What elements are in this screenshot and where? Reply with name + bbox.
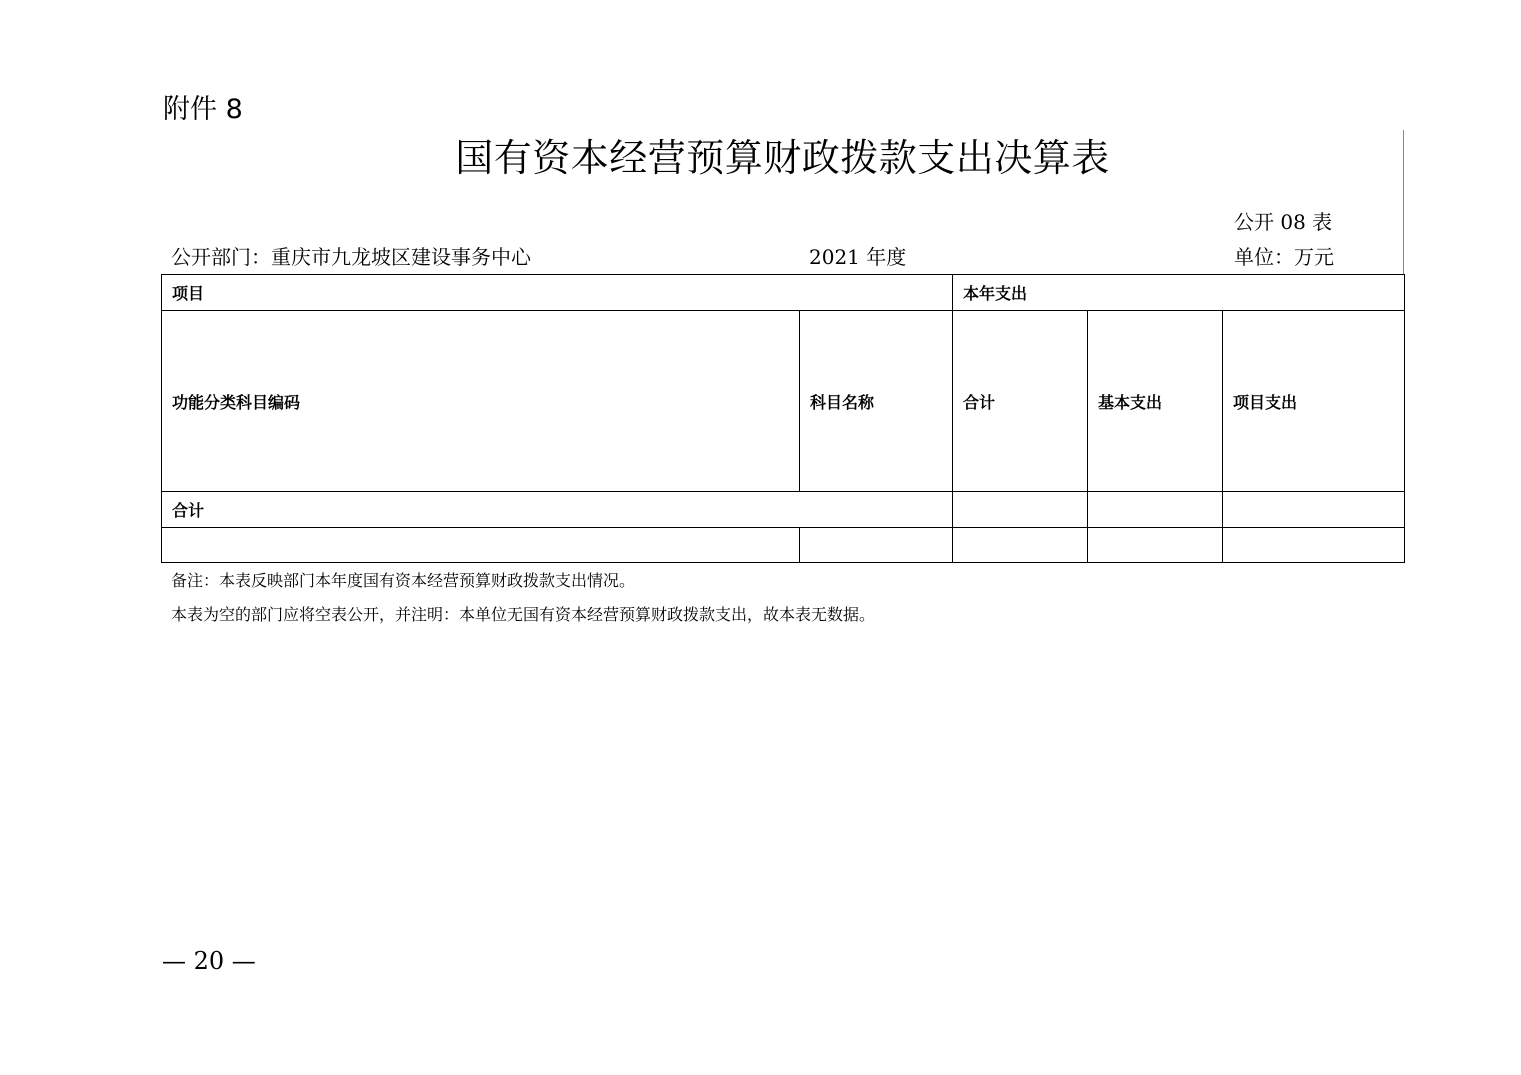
empty-cell [953, 528, 1088, 563]
header-total: 合计 [953, 311, 1088, 492]
expenditure-table [161, 274, 1405, 563]
empty-cell [1088, 528, 1223, 563]
header-function-code: 功能分类科目编码 [162, 311, 800, 492]
note-line-1: 备注：本表反映部门本年度国有资本经营预算财政拨款支出情况。 [171, 571, 636, 590]
header-basic-expenditure: 基本支出 [1088, 311, 1223, 492]
table-column-header-row [162, 311, 1405, 492]
empty-cell [162, 528, 800, 563]
header-project-expenditure: 项目支出 [1223, 311, 1405, 492]
total-basic-cell [1088, 492, 1223, 528]
header-current-year-expenditure: 本年支出 [953, 275, 1405, 311]
table-number: 公开 08 表 [1234, 210, 1333, 234]
unit-label: 单位：万元 [1234, 245, 1334, 269]
margin-line [1403, 130, 1404, 274]
header-subject-name: 科目名称 [800, 311, 953, 492]
page-number: — 20 — [162, 947, 256, 975]
total-value-cell [953, 492, 1088, 528]
table-group-header-row [162, 275, 1405, 311]
total-row-label: 合计 [162, 492, 953, 528]
total-project-cell [1223, 492, 1405, 528]
empty-cell [800, 528, 953, 563]
department-label: 公开部门：重庆市九龙坡区建设事务中心 [171, 245, 531, 269]
table-total-row [162, 492, 1405, 528]
attachment-label: 附件 8 [163, 94, 243, 125]
page-title: 国有资本经营预算财政拨款支出决算表 [455, 136, 1110, 180]
header-project: 项目 [162, 275, 953, 311]
note-line-2: 本表为空的部门应将空表公开，并注明：本单位无国有资本经营预算财政拨款支出，故本表无数据。 [171, 605, 876, 624]
table-row [162, 528, 1405, 563]
empty-cell [1223, 528, 1405, 563]
year-label: 2021 年度 [809, 245, 907, 269]
